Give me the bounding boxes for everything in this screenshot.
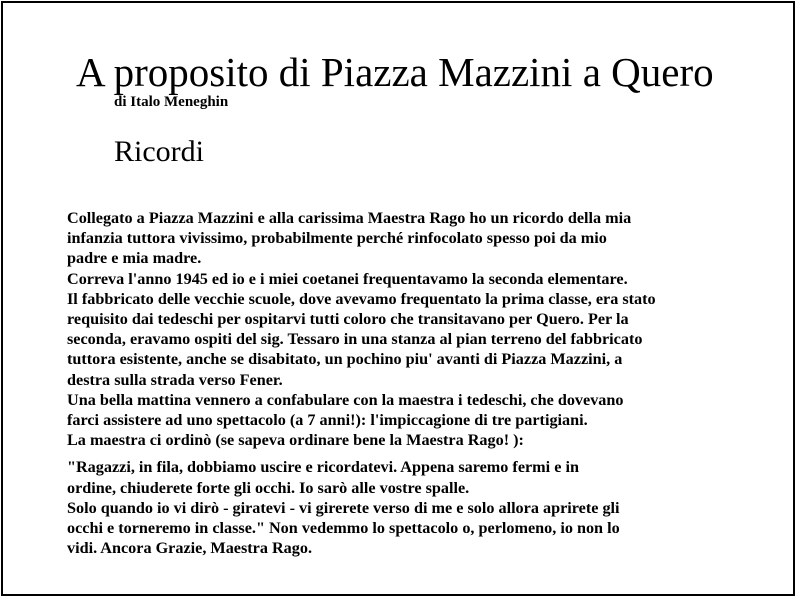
- body-line: seconda, eravamo ospiti del sig. Tessaro in una stanza al pian terreno del fabbricato: [67, 330, 643, 349]
- body-line: Solo quando io vi dirò - giratevi - vi girerete verso di me e solo allora aprirete gli: [67, 498, 620, 517]
- body-line: vidi. Ancora Grazie, Maestra Rago.: [67, 539, 313, 558]
- body-line: requisito dai tedeschi per ospitarvi tutti coloro che transitavano per Quero. Per la: [67, 310, 629, 329]
- body-line: occhi e torneremo in classe." Non vedemmo lo spettacolo o, perlomeno, io non lo: [67, 519, 620, 538]
- body-line: "Ragazzi, in fila, dobbiamo uscire e ricordatevi. Appena saremo fermi e in: [67, 458, 579, 477]
- page-title: A proposito di Piazza Mazzini a Quero: [76, 49, 714, 95]
- body-line: infanzia tuttora vivissimo, probabilmente perché rinfocolato spesso poi da mio: [67, 229, 607, 248]
- body-line: Il fabbricato delle vecchie scuole, dove avevamo frequentato la prima classe, era stato: [67, 289, 656, 308]
- body-line: La maestra ci ordinò (se sapeva ordinare bene la Maestra Rago! ):: [67, 431, 524, 450]
- article-body: [67, 208, 757, 558]
- body-line: padre e mia madre.: [67, 249, 202, 268]
- body-line: destra sulla strada verso Fener.: [67, 370, 283, 389]
- body-line: Una bella mattina vennero a confabulare con la maestra i tedeschi, che dovevano: [67, 390, 624, 409]
- body-line: farci assistere ad uno spettacolo (a 7 anni!): l'impiccagione di tre partigiani.: [67, 411, 588, 430]
- paragraph-gap: [67, 450, 757, 457]
- body-line: tuttora esistente, anche se disabitato, un pochino piu' avanti di Piazza Mazzini, a: [67, 350, 623, 369]
- body-line: ordine, chiuderete forte gli occhi. Io sarò alle vostre spalle.: [67, 478, 470, 497]
- author-line: di Italo Meneghin: [114, 94, 229, 110]
- section-heading: Ricordi: [114, 135, 204, 168]
- body-line: Collegato a Piazza Mazzini e alla carissima Maestra Rago ho un ricordo della mia: [67, 209, 632, 227]
- body-line: Correva l'anno 1945 ed io e i miei coetanei frequentavamo la seconda elementare.: [67, 269, 628, 288]
